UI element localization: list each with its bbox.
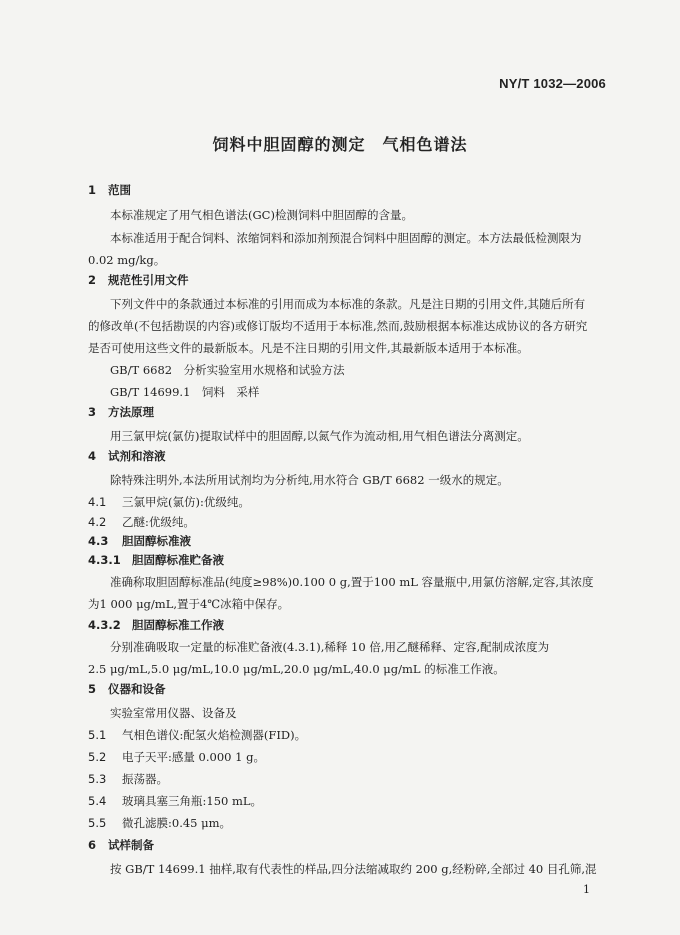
section-heading-1: 1 范围 — [88, 183, 131, 197]
paragraph: 的修改单(不包括勘误的内容)或修订版均不适用于本标准,然而,鼓励根据本标准达成协议的各方研究 — [88, 319, 588, 333]
paragraph: 下列文件中的条款通过本标准的引用而成为本标准的条款。凡是注日期的引用文件,其随后所有 — [110, 297, 586, 311]
clause-5-1: 5.1 气相色谱仪:配氢火焰检测器(FID)。 — [88, 728, 307, 742]
section-heading-5: 5 仪器和设备 — [88, 682, 166, 696]
section-heading-4: 4 试剂和溶液 — [88, 449, 166, 463]
paragraph: 除特殊注明外,本法所用试剂均为分析纯,用水符合 GB/T 6682 一级水的规定。 — [110, 473, 509, 487]
paragraph: 本标准适用于配合饲料、浓缩饲料和添加剂预混合饲料中胆固醇的测定。本方法最低检测限为 — [110, 231, 582, 245]
section-heading-3: 3 方法原理 — [88, 405, 154, 419]
section-heading-6: 6 试样制备 — [88, 838, 154, 852]
paragraph: 准确称取胆固醇标准品(纯度≥98%)0.100 0 g,置于100 mL 容量瓶中,用氯仿溶解,定容,其浓度 — [110, 575, 594, 589]
clause-5-4: 5.4 玻璃具塞三角瓶:150 mL。 — [88, 794, 263, 808]
standard-code: NY/T 1032—2006 — [499, 76, 606, 91]
paragraph: 2.5 μg/mL,5.0 μg/mL,10.0 μg/mL,20.0 μg/mL,40.0 μg/mL 的标准工作液。 — [88, 662, 505, 676]
clause-4-3-2: 4.3.2 胆固醇标准工作液 — [88, 618, 224, 632]
section-heading-2: 2 规范性引用文件 — [88, 273, 189, 287]
paragraph: 分别准确吸取一定量的标准贮备液(4.3.1),稀释 10 倍,用乙醚稀释、定容,配制成浓度为 — [110, 640, 550, 654]
clause-5-5: 5.5 微孔滤膜:0.45 μm。 — [88, 816, 232, 830]
paragraph: 0.02 mg/kg。 — [88, 253, 166, 267]
page-number: 1 — [583, 883, 590, 896]
clause-4-3: 4.3 胆固醇标准液 — [88, 534, 191, 548]
paragraph: 用三氯甲烷(氯仿)提取试样中的胆固醇,以氮气作为流动相,用气相色谱法分离测定。 — [110, 429, 529, 443]
paragraph: 为1 000 μg/mL,置于4℃冰箱中保存。 — [88, 597, 290, 611]
reference-item: GB/T 6682 分析实验室用水规格和试验方法 — [110, 363, 345, 377]
clause-4-1: 4.1 三氯甲烷(氯仿):优级纯。 — [88, 495, 250, 509]
paragraph: 是否可使用这些文件的最新版本。凡是不注日期的引用文件,其最新版本适用于本标准。 — [88, 341, 529, 355]
paragraph: 本标准规定了用气相色谱法(GC)检测饲料中胆固醇的含量。 — [110, 208, 413, 222]
clause-5-2: 5.2 电子天平:感量 0.000 1 g。 — [88, 750, 265, 764]
paragraph: 实验室常用仪器、设备及 — [110, 706, 237, 720]
clause-4-3-1: 4.3.1 胆固醇标准贮备液 — [88, 553, 224, 567]
reference-item: GB/T 14699.1 饲料 采样 — [110, 385, 260, 399]
paragraph: 按 GB/T 14699.1 抽样,取有代表性的样品,四分法缩减取约 200 g,经粉碎,全部过 40 目孔筛,混 — [110, 862, 597, 876]
clause-4-2: 4.2 乙醚:优级纯。 — [88, 515, 195, 529]
clause-5-3: 5.3 振荡器。 — [88, 772, 168, 786]
document-title: 饲料中胆固醇的测定 气相色谱法 — [212, 135, 468, 154]
